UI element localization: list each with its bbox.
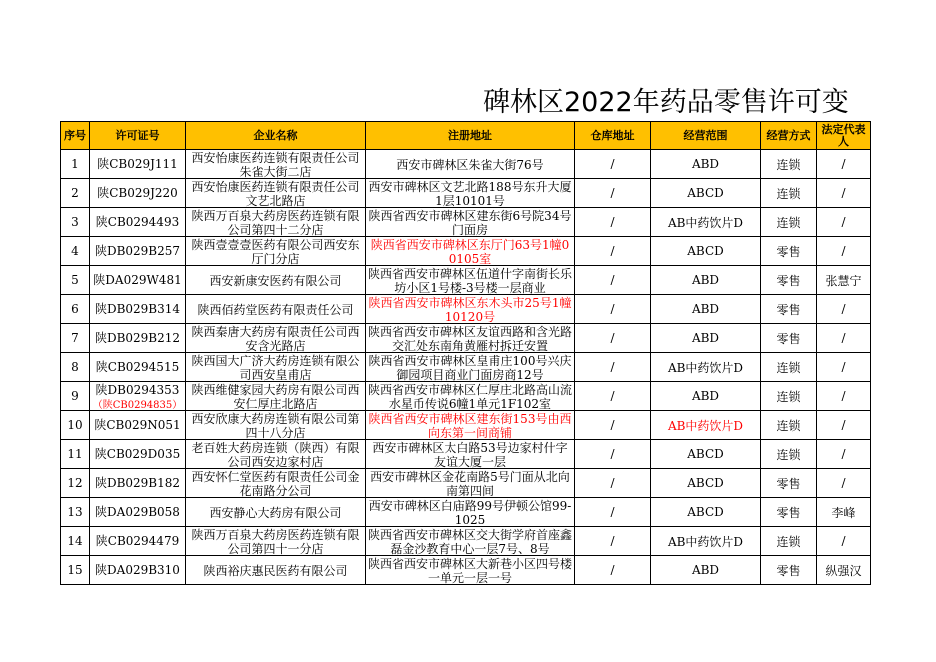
cell-mode[interactable]	[761, 556, 817, 585]
table-row	[61, 266, 871, 295]
cell-license-text	[92, 330, 183, 347]
cell-no[interactable]	[61, 382, 90, 411]
header-cell-no[interactable]: 序号	[61, 122, 90, 150]
cell-no-text: 3	[71, 215, 79, 229]
cell-license-text	[92, 504, 183, 521]
cell-license[interactable]	[90, 440, 186, 469]
cell-license[interactable]	[90, 295, 186, 324]
cell-address-text: 陕西省西安市碑林区仁厚庄北路高山流水星币传说6幢1单元1F102室	[368, 383, 572, 410]
cell-license[interactable]	[90, 556, 186, 585]
cell-mode[interactable]	[761, 498, 817, 527]
cell-rep[interactable]	[817, 266, 871, 295]
cell-rep-text: /	[841, 302, 846, 316]
cell-warehouse-text: /	[610, 476, 615, 490]
cell-license-text	[92, 156, 183, 173]
license-number: 陕DA029B058	[95, 504, 180, 519]
cell-scope[interactable]	[651, 324, 761, 353]
cell-scope-text: ABD	[691, 563, 720, 577]
cell-warehouse-text: /	[610, 418, 615, 432]
cell-license-text	[92, 301, 183, 318]
cell-no-text: 10	[67, 418, 83, 432]
license-number: 陕CB029J220	[97, 185, 178, 200]
cell-no-text: 12	[67, 476, 83, 490]
cell-name-text: 陕西裕庆惠民医药有限公司	[203, 563, 348, 578]
cell-warehouse[interactable]	[575, 324, 651, 353]
cell-rep[interactable]	[817, 498, 871, 527]
cell-scope-text: ABD	[691, 331, 720, 345]
cell-scope[interactable]	[651, 411, 761, 440]
cell-no-text: 4	[71, 244, 79, 258]
cell-scope[interactable]	[651, 150, 761, 179]
cell-warehouse[interactable]	[575, 295, 651, 324]
cell-license-text	[92, 417, 183, 434]
cell-warehouse-text: /	[610, 186, 615, 200]
table-row	[61, 498, 871, 527]
cell-rep-text: 纵强汉	[825, 563, 862, 578]
cell-address[interactable]	[366, 295, 575, 324]
cell-scope[interactable]	[651, 237, 761, 266]
cell-no[interactable]	[61, 179, 90, 208]
cell-mode[interactable]	[761, 353, 817, 382]
cell-scope-text: ABD	[691, 389, 720, 403]
cell-warehouse-text: /	[610, 157, 615, 171]
cell-name[interactable]	[186, 295, 366, 324]
cell-name-text: 陕西维健家园大药房有限公司西安仁厚庄北路店	[191, 383, 360, 410]
license-number: 陕DB0294353	[95, 383, 180, 397]
cell-mode-text: 连锁	[776, 418, 801, 433]
cell-license[interactable]	[90, 498, 186, 527]
license-number: 陕CB029D035	[94, 446, 181, 461]
header-cell-warehouse[interactable]: 仓库地址	[575, 122, 651, 150]
cell-rep-text: /	[841, 157, 846, 171]
header-cell-address[interactable]: 注册地址	[366, 122, 575, 150]
cell-scope[interactable]	[651, 353, 761, 382]
license-number: 陕DB029B257	[94, 243, 181, 258]
cell-scope-text: ABCD	[687, 476, 724, 490]
cell-address-text: 陕西省西安市碑林区伍道什字南街长乐坊小区1号楼-3号楼一层商业	[368, 267, 572, 294]
cell-license[interactable]	[90, 237, 186, 266]
cell-license[interactable]	[90, 208, 186, 237]
cell-address[interactable]	[366, 440, 575, 469]
cell-rep-text: /	[841, 244, 846, 258]
table-row	[61, 411, 871, 440]
cell-no-text: 11	[67, 447, 83, 461]
cell-name[interactable]	[186, 208, 366, 237]
cell-scope-text: AB中药饮片D	[667, 215, 744, 230]
cell-warehouse[interactable]	[575, 179, 651, 208]
license-number: 陕CB0294479	[95, 533, 180, 548]
cell-address[interactable]	[366, 266, 575, 295]
cell-mode-text: 零售	[776, 476, 801, 491]
cell-no-text: 6	[71, 302, 79, 316]
cell-rep-text: 张慧宁	[825, 273, 862, 288]
cell-rep-text: /	[841, 476, 846, 490]
cell-warehouse-text: /	[610, 244, 615, 258]
table-row	[61, 527, 871, 556]
cell-license[interactable]	[90, 266, 186, 295]
cell-mode[interactable]	[761, 382, 817, 411]
cell-warehouse[interactable]	[575, 150, 651, 179]
cell-name-text: 陕西万百泉大药房医药连锁有限公司第四十一分店	[191, 528, 360, 555]
cell-mode-text: 连锁	[776, 157, 801, 172]
cell-address-text: 西安市碑林区金花南路5号门面从北向南第四间	[370, 470, 570, 497]
cell-rep-text: 李峰	[831, 505, 856, 520]
cell-no[interactable]	[61, 324, 90, 353]
table-row	[61, 440, 871, 469]
cell-no[interactable]	[61, 353, 90, 382]
cell-license-text	[92, 243, 183, 260]
cell-scope-text: ABD	[691, 302, 720, 316]
cell-warehouse[interactable]	[575, 469, 651, 498]
cell-scope[interactable]	[651, 295, 761, 324]
cell-scope-text: ABD	[691, 273, 720, 287]
cell-warehouse[interactable]	[575, 237, 651, 266]
cell-scope-text: AB中药饮片D	[667, 534, 744, 549]
cell-mode[interactable]	[761, 150, 817, 179]
cell-license-text	[92, 214, 183, 231]
cell-mode-text: 连锁	[776, 389, 801, 404]
cell-mode-text: 连锁	[776, 360, 801, 375]
cell-mode-text: 连锁	[776, 447, 801, 462]
cell-rep[interactable]	[817, 208, 871, 237]
cell-mode[interactable]	[761, 179, 817, 208]
cell-name-text: 老百姓大药房连锁（陕西）有限公司西安边家村店	[191, 441, 360, 468]
table-row	[61, 295, 871, 324]
cell-mode-text: 零售	[776, 563, 801, 578]
cell-name-text: 陕西壹壹壹医药有限公司西安东厅门分店	[191, 238, 360, 265]
cell-address[interactable]	[366, 527, 575, 556]
cell-rep[interactable]	[817, 382, 871, 411]
cell-license-text	[92, 359, 183, 376]
cell-rep[interactable]	[817, 440, 871, 469]
cell-mode-text: 零售	[776, 505, 801, 520]
cell-rep-text: /	[841, 534, 846, 548]
cell-warehouse-text: /	[610, 389, 615, 403]
cell-name-text: 陕西国大广济大药房连锁有限公司西安皇甫店	[191, 354, 360, 381]
cell-rep[interactable]	[817, 324, 871, 353]
cell-address[interactable]	[366, 208, 575, 237]
sheet-title: 碑林区2022年药品零售许可变	[483, 87, 849, 118]
cell-rep[interactable]	[817, 353, 871, 382]
cell-name-text: 西安怡康医药连锁有限责任公司文艺北路店	[191, 180, 360, 207]
cell-scope[interactable]	[651, 498, 761, 527]
cell-address-text: 陕西省西安市碑林区皇甫庄100号兴庆御园项目商业门面房商12号	[368, 354, 572, 381]
cell-license[interactable]	[90, 469, 186, 498]
cell-license-text	[92, 475, 183, 492]
cell-rep[interactable]	[817, 411, 871, 440]
license-number: 陕DA029W481	[93, 272, 182, 287]
cell-mode-text: 零售	[776, 273, 801, 288]
table-row	[61, 353, 871, 382]
cell-mode[interactable]	[761, 469, 817, 498]
cell-scope[interactable]	[651, 527, 761, 556]
cell-mode[interactable]	[761, 324, 817, 353]
cell-mode[interactable]	[761, 266, 817, 295]
cell-address[interactable]	[366, 353, 575, 382]
cell-mode[interactable]	[761, 237, 817, 266]
header-cell-scope[interactable]: 经营范围	[651, 122, 761, 150]
cell-rep[interactable]	[817, 237, 871, 266]
cell-scope-text: ABCD	[687, 505, 724, 519]
cell-scope-text: ABD	[691, 157, 720, 171]
cell-no-text: 7	[71, 331, 79, 345]
cell-no-text: 2	[71, 186, 79, 200]
cell-address-text: 陕西省西安市碑林区东木头市25号1幢10120号	[368, 296, 572, 323]
cell-rep[interactable]	[817, 527, 871, 556]
cell-scope[interactable]	[651, 266, 761, 295]
cell-address[interactable]	[366, 469, 575, 498]
cell-rep[interactable]	[817, 295, 871, 324]
table-row	[61, 324, 871, 353]
cell-license[interactable]	[90, 411, 186, 440]
cell-name-text: 西安怡康医药连锁有限责任公司朱雀大街二店	[191, 151, 360, 178]
cell-rep-text: /	[841, 215, 846, 229]
cell-mode-text: 零售	[776, 331, 801, 346]
cell-rep[interactable]	[817, 179, 871, 208]
license-note: （陕CB0294835）	[92, 400, 183, 410]
cell-no[interactable]	[61, 440, 90, 469]
cell-warehouse-text: /	[610, 447, 615, 461]
cell-license-text	[92, 446, 183, 463]
cell-address[interactable]	[366, 237, 575, 266]
cell-rep-text: /	[841, 447, 846, 461]
cell-name[interactable]	[186, 324, 366, 353]
cell-name[interactable]	[186, 353, 366, 382]
cell-no[interactable]	[61, 150, 90, 179]
table-header	[61, 122, 871, 150]
header-cell-mode[interactable]: 经营方式	[761, 122, 817, 150]
cell-rep[interactable]	[817, 556, 871, 585]
cell-no[interactable]	[61, 469, 90, 498]
cell-address-text: 陕西省西安市碑林区友谊西路和含光路交汇处东南角黄雁村拆迁安置	[368, 325, 572, 352]
cell-mode[interactable]	[761, 527, 817, 556]
cell-warehouse[interactable]	[575, 556, 651, 585]
cell-mode-text: 连锁	[776, 534, 801, 549]
cell-name-text: 西安怀仁堂医药有限责任公司金花南路分公司	[191, 470, 360, 497]
cell-rep[interactable]	[817, 150, 871, 179]
cell-address-text: 西安市碑林区太白路53号边家村什字友谊大厦一层	[372, 441, 568, 468]
cell-warehouse[interactable]	[575, 527, 651, 556]
cell-name[interactable]	[186, 498, 366, 527]
cell-license[interactable]	[90, 353, 186, 382]
cell-mode[interactable]	[761, 440, 817, 469]
cell-scope-text: ABCD	[687, 447, 724, 461]
cell-scope[interactable]	[651, 440, 761, 469]
cell-name[interactable]	[186, 527, 366, 556]
license-number: 陕DB029B212	[94, 330, 181, 345]
cell-scope[interactable]	[651, 208, 761, 237]
cell-name[interactable]	[186, 556, 366, 585]
cell-mode[interactable]	[761, 411, 817, 440]
cell-mode-text: 连锁	[776, 186, 801, 201]
cell-name[interactable]	[186, 150, 366, 179]
cell-no-text: 14	[67, 534, 83, 548]
cell-address-text: 陕西省西安市碑林区东厅门63号1幢00105室	[370, 238, 570, 265]
cell-address-text: 陕西省西安市碑林区建东街153号由西向东第一间商铺	[368, 412, 572, 439]
cell-license[interactable]	[90, 179, 186, 208]
cell-warehouse-text: /	[610, 563, 615, 577]
cell-no[interactable]	[61, 295, 90, 324]
cell-name[interactable]	[186, 440, 366, 469]
cell-address-text: 陕西省西安市碑林区建东街6号院34号门面房	[368, 209, 572, 236]
license-number: 陕DA029B310	[95, 562, 180, 577]
cell-name[interactable]	[186, 382, 366, 411]
cell-name-text: 西安静心大药房有限公司	[209, 505, 342, 520]
license-number: 陕CB029J111	[97, 156, 178, 171]
cell-warehouse[interactable]	[575, 353, 651, 382]
cell-warehouse-text: /	[610, 534, 615, 548]
cell-address-text: 陕西省西安市碑林区大新巷小区四号楼一单元一层一号	[368, 557, 572, 584]
cell-warehouse[interactable]	[575, 382, 651, 411]
cell-warehouse-text: /	[610, 505, 615, 519]
table-row	[61, 208, 871, 237]
cell-scope-text: ABCD	[687, 244, 724, 258]
cell-no-text: 13	[67, 505, 83, 519]
table-row	[61, 150, 871, 179]
cell-address[interactable]	[366, 556, 575, 585]
cell-license[interactable]	[90, 382, 186, 411]
cell-no-text: 9	[71, 389, 79, 403]
cell-warehouse-text: /	[610, 273, 615, 287]
cell-scope[interactable]	[651, 179, 761, 208]
cell-name-text: 陕西佰药堂医药有限责任公司	[197, 302, 354, 317]
cell-warehouse[interactable]	[575, 208, 651, 237]
cell-no[interactable]	[61, 411, 90, 440]
cell-rep-text: /	[841, 331, 846, 345]
cell-license-text	[92, 272, 183, 289]
cell-address-text: 陕西省西安市碑林区交大街学府首座鑫磊金沙教育中心一层7号、8号	[368, 528, 572, 555]
cell-rep-text: /	[841, 360, 846, 374]
cell-rep-text: /	[841, 418, 846, 432]
cell-name-text: 西安欣康大药房连锁有限公司第四十八分店	[191, 412, 360, 439]
cell-license-text	[92, 533, 183, 550]
cell-scope[interactable]	[651, 469, 761, 498]
cell-no[interactable]	[61, 237, 90, 266]
cell-license[interactable]	[90, 527, 186, 556]
license-number: 陕CB0294493	[95, 214, 180, 229]
header-rep-text: 法定代表人	[821, 123, 866, 148]
cell-mode-text: 零售	[776, 302, 801, 317]
license-table	[60, 121, 871, 585]
cell-license[interactable]	[90, 150, 186, 179]
cell-warehouse[interactable]	[575, 498, 651, 527]
cell-warehouse-text: /	[610, 302, 615, 316]
cell-warehouse[interactable]	[575, 266, 651, 295]
cell-name-text: 西安新康安医药有限公司	[209, 273, 342, 288]
cell-address[interactable]	[366, 150, 575, 179]
cell-name[interactable]	[186, 469, 366, 498]
cell-name[interactable]	[186, 411, 366, 440]
cell-address[interactable]	[366, 324, 575, 353]
header-row	[61, 122, 871, 150]
cell-address[interactable]	[366, 498, 575, 527]
cell-warehouse[interactable]	[575, 440, 651, 469]
cell-rep-text: /	[841, 389, 846, 403]
cell-license[interactable]	[90, 324, 186, 353]
cell-name[interactable]	[186, 237, 366, 266]
table-row	[61, 382, 871, 411]
table-row	[61, 469, 871, 498]
cell-address-text: 西安市碑林区白庙路99号伊顿公馆99-1025	[368, 499, 572, 526]
cell-no[interactable]	[61, 208, 90, 237]
table-row	[61, 556, 871, 585]
cell-no-text: 5	[71, 273, 79, 287]
cell-name[interactable]	[186, 179, 366, 208]
cell-rep[interactable]	[817, 469, 871, 498]
cell-no[interactable]	[61, 498, 90, 527]
cell-warehouse-text: /	[610, 360, 615, 374]
cell-warehouse-text: /	[610, 331, 615, 345]
header-cell-name[interactable]: 企业名称	[186, 122, 366, 150]
title-area	[0, 84, 872, 122]
cell-address-text: 西安市碑林区朱雀大街76号	[396, 157, 544, 172]
cell-name-text: 陕西万百泉大药房医药连锁有限公司第四十二分店	[191, 209, 360, 236]
cell-no[interactable]	[61, 556, 90, 585]
cell-no-text: 15	[67, 563, 83, 577]
cell-mode-text: 连锁	[776, 215, 801, 230]
cell-no-text: 8	[71, 360, 79, 374]
cell-warehouse-text: /	[610, 215, 615, 229]
cell-license-text	[92, 185, 183, 202]
cell-warehouse[interactable]	[575, 411, 651, 440]
table-body	[61, 150, 871, 585]
license-number: 陕DB029B314	[94, 301, 181, 316]
cell-address-text: 西安市碑林区文艺北路188号东升大厦1层10101号	[368, 180, 572, 207]
cell-no-text: 1	[71, 157, 79, 171]
cell-license-text	[92, 382, 183, 410]
table-row	[61, 237, 871, 266]
cell-rep-text: /	[841, 186, 846, 200]
header-cell-rep[interactable]	[817, 122, 871, 150]
cell-license-text	[92, 562, 183, 579]
cell-scope[interactable]	[651, 556, 761, 585]
cell-mode-text: 零售	[776, 244, 801, 259]
table-row	[61, 179, 871, 208]
cell-address[interactable]	[366, 411, 575, 440]
cell-no[interactable]	[61, 527, 90, 556]
cell-address[interactable]	[366, 179, 575, 208]
cell-mode[interactable]	[761, 295, 817, 324]
license-number: 陕CB029N051	[94, 417, 181, 432]
cell-scope[interactable]	[651, 382, 761, 411]
cell-mode[interactable]	[761, 208, 817, 237]
license-number: 陕DB029B182	[94, 475, 181, 490]
cell-scope-text: ABCD	[687, 186, 724, 200]
cell-address[interactable]	[366, 382, 575, 411]
cell-no[interactable]	[61, 266, 90, 295]
cell-name[interactable]	[186, 266, 366, 295]
cell-scope-text: AB中药饮片D	[667, 360, 744, 375]
license-number: 陕CB0294515	[95, 359, 180, 374]
cell-name-text: 陕西秦唐大药房有限责任公司西安含光路店	[191, 325, 360, 352]
header-cell-license[interactable]: 许可证号	[90, 122, 186, 150]
cell-scope-text: AB中药饮片D	[667, 418, 744, 433]
